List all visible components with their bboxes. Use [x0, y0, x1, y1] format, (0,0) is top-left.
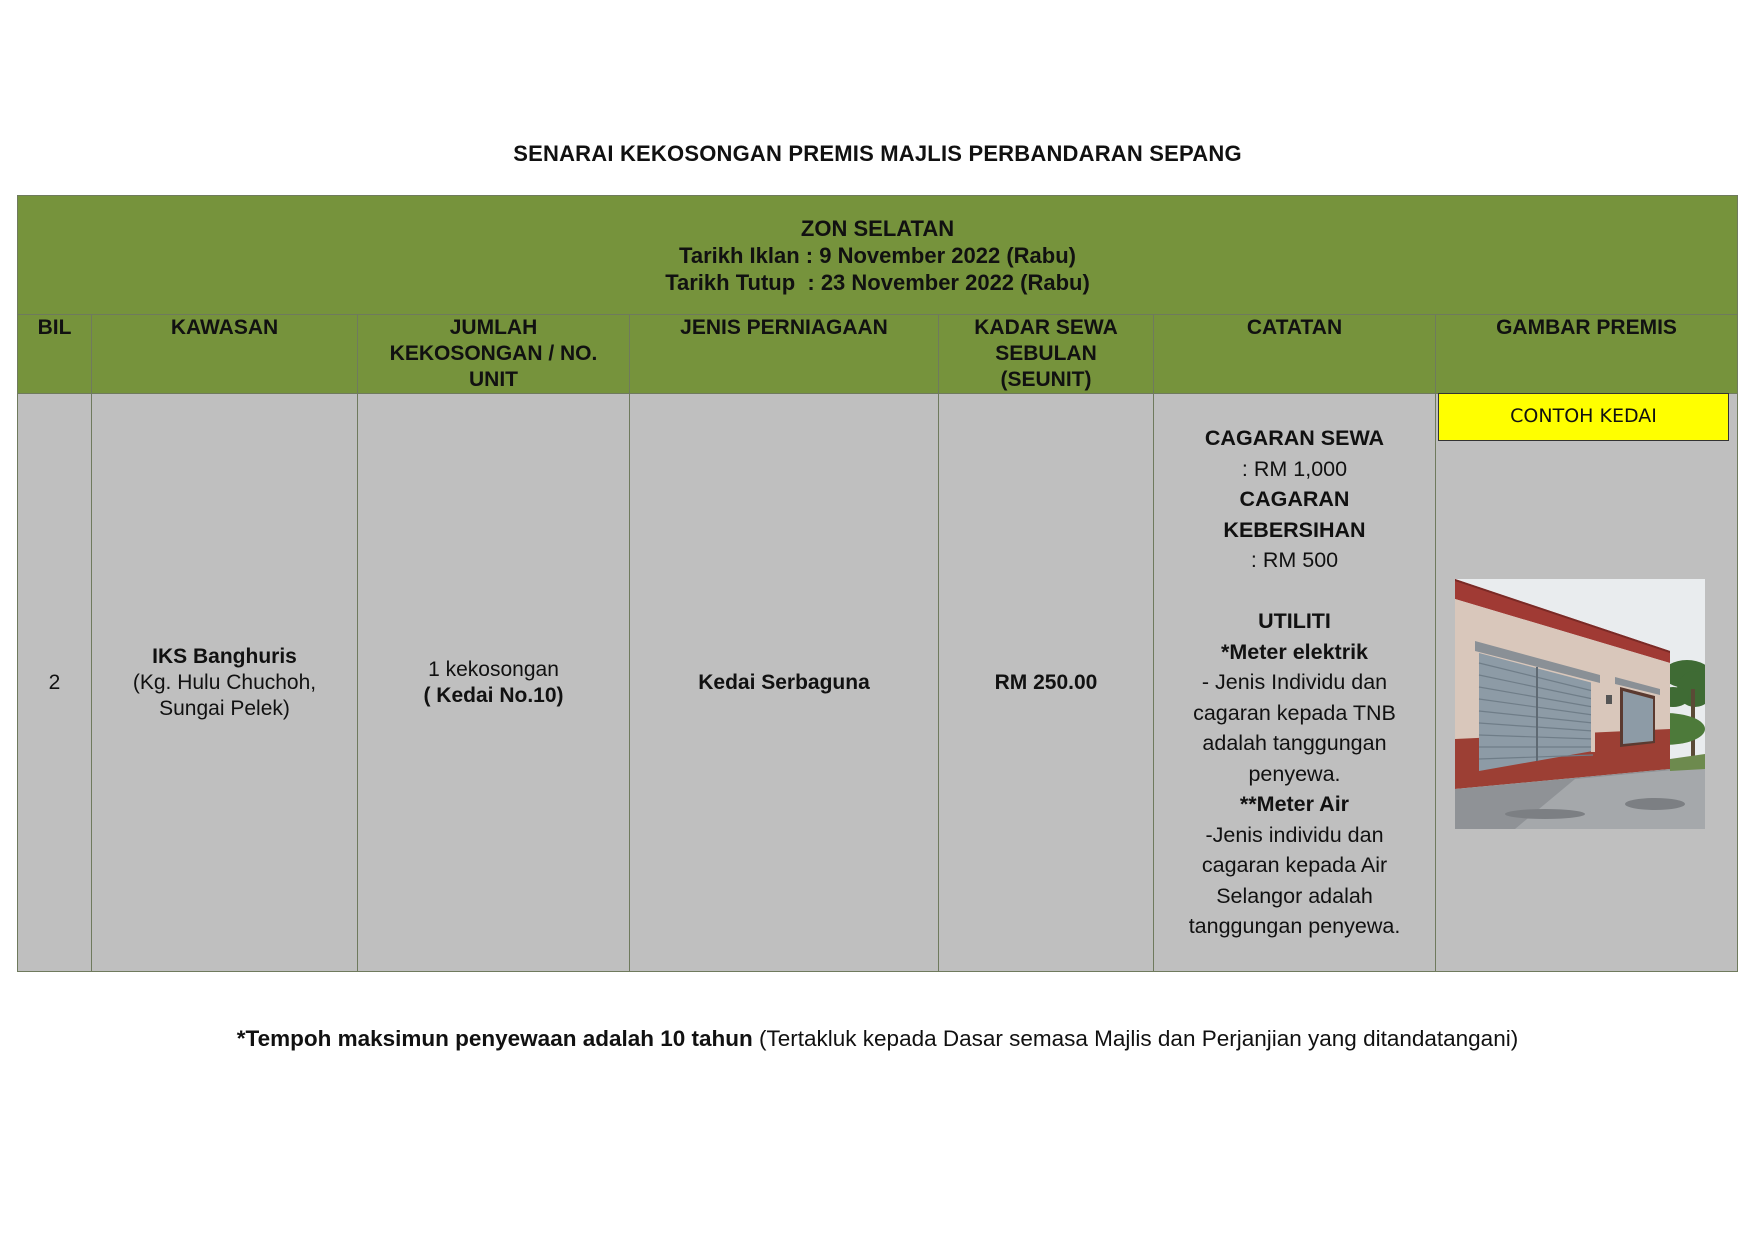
meter-elektrik-label: *Meter elektrik — [1221, 639, 1368, 664]
meter-elektrik-text: - Jenis Individu dan — [1201, 670, 1388, 695]
column-header-kadar-line: KADAR SEWA — [974, 316, 1118, 339]
meter-air-text: -Jenis individu dan — [1205, 822, 1384, 847]
close-date: Tarikh Tutup : 23 November 2022 (Rabu) — [665, 269, 1090, 295]
cagaran-kebersihan-label: KEBERSIHAN — [1223, 517, 1366, 542]
column-header-row — [18, 315, 1738, 394]
meter-air-text: cagaran kepada Air — [1201, 853, 1388, 878]
vacancy-count: 1 kekosongan — [428, 657, 559, 681]
cell-jenis: Kedai Serbaguna — [630, 394, 939, 972]
unit-number: ( Kedai No.10) — [423, 683, 564, 707]
cell-kawasan — [92, 394, 358, 972]
column-header-kadar — [939, 315, 1154, 394]
column-header-catatan: CATATAN — [1154, 315, 1436, 394]
zone-header — [18, 196, 1738, 315]
column-header-jumlah-line: JUMLAH — [449, 316, 538, 339]
kawasan-detail: (Kg. Hulu Chuchoh, — [132, 670, 317, 694]
footnote — [0, 1026, 1755, 1052]
column-header-jumlah — [358, 315, 630, 394]
meter-air-label: **Meter Air — [1239, 792, 1350, 817]
sample-shop-label: CONTOH KEDAI — [1438, 393, 1729, 441]
document-title: SENARAI KEKOSONGAN PREMIS MAJLIS PERBANDARAN SEPANG — [513, 141, 1242, 166]
column-header-kawasan: KAWASAN — [92, 315, 358, 394]
cell-gambar — [1436, 394, 1738, 972]
cagaran-kebersihan-label: CAGARAN — [1239, 487, 1350, 512]
meter-air-text: tanggungan penyewa. — [1188, 914, 1401, 939]
footnote-bold: *Tempoh maksimun penyewaan adalah 10 tahun — [236, 1026, 753, 1051]
ad-date: Tarikh Iklan : 9 November 2022 (Rabu) — [679, 242, 1076, 268]
spacer — [1154, 576, 1435, 607]
kawasan-name: IKS Banghuris — [152, 644, 297, 668]
footnote-normal: (Tertakluk kepada Dasar semasa Majlis dan Perjanjian yang ditandatangani) — [752, 1026, 1519, 1051]
meter-air-text: Selangor adalah — [1216, 883, 1373, 908]
cagaran-sewa-value: : RM 1,000 — [1241, 456, 1348, 481]
column-header-gambar: GAMBAR PREMIS — [1436, 315, 1738, 394]
utiliti-label: UTILITI — [1258, 609, 1331, 634]
cagaran-kebersihan-value: : RM 500 — [1250, 548, 1339, 573]
cell-bil: 2 — [18, 394, 92, 972]
cell-kadar: RM 250.00 — [939, 394, 1154, 972]
column-header-jumlah-line: UNIT — [469, 368, 518, 391]
meter-elektrik-text: penyewa. — [1248, 761, 1341, 786]
cagaran-sewa-label: CAGARAN SEWA — [1204, 426, 1385, 451]
meter-elektrik-text: adalah tanggungan — [1202, 731, 1387, 756]
column-header-jumlah-line: KEKOSONGAN / NO. — [389, 342, 598, 365]
zone-header-row — [18, 196, 1738, 315]
column-header-kadar-line: (SEUNIT) — [1000, 368, 1092, 391]
premises-table — [17, 195, 1738, 972]
column-header-jenis: JENIS PERNIAGAAN — [630, 315, 939, 394]
zone-name: ZON SELATAN — [800, 215, 955, 241]
meter-elektrik-text: cagaran kepada TNB — [1193, 700, 1396, 725]
column-header-kadar-line: SEBULAN — [995, 342, 1097, 365]
premises-photo — [1455, 579, 1705, 829]
cell-jumlah — [358, 394, 630, 972]
table-row — [18, 394, 1738, 972]
column-header-bil: BIL — [18, 315, 92, 394]
cell-catatan — [1154, 394, 1436, 972]
kawasan-detail: Sungai Pelek) — [159, 696, 290, 720]
